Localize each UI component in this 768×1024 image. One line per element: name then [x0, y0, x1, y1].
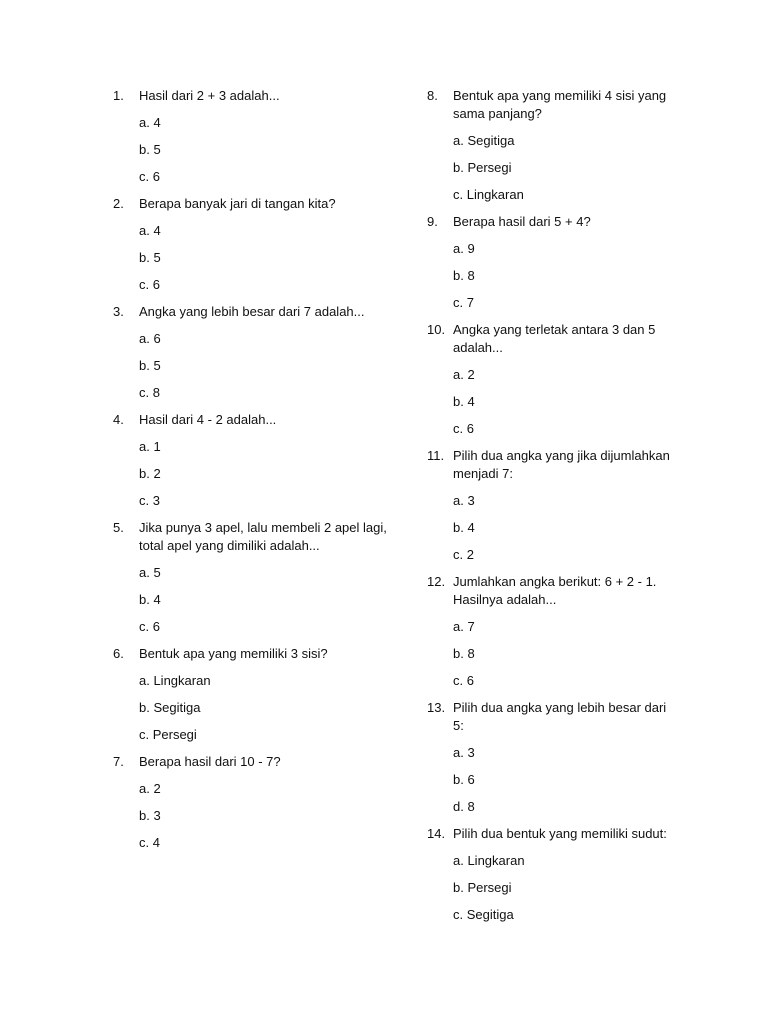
question-number: 8. — [427, 88, 438, 103]
answer-option: a. Segitiga — [453, 133, 515, 148]
question-text: Hasil dari 2 + 3 adalah... — [139, 88, 280, 103]
answer-option: a. 3 — [453, 493, 475, 508]
question-text: Angka yang terletak antara 3 dan 5 adalah... — [453, 322, 656, 355]
question-text: Jumlahkan angka berikut: 6 + 2 - 1. Hasilnya adalah... — [453, 574, 657, 607]
answer-option: a. 4 — [139, 115, 161, 130]
question-text: Hasil dari 4 - 2 adalah... — [139, 412, 277, 427]
answer-option: c. 2 — [453, 547, 474, 562]
answer-option: a. 9 — [453, 241, 475, 256]
question-2 — [113, 195, 403, 294]
answer-option: c. 6 — [453, 673, 474, 688]
answer-option: b. 4 — [139, 592, 161, 607]
question-9 — [427, 213, 677, 312]
answer-option: c. Segitiga — [453, 907, 514, 922]
question-text: Jika punya 3 apel, lalu membeli 2 apel lagi, total apel yang dimiliki adalah... — [139, 520, 387, 553]
answer-option: a. 1 — [139, 439, 161, 454]
left-question-column — [113, 87, 403, 852]
question-text: Pilih dua bentuk yang memiliki sudut: — [453, 826, 667, 841]
answer-option: b. 4 — [453, 394, 475, 409]
question-14 — [427, 825, 677, 924]
answer-option: b. 6 — [453, 772, 475, 787]
question-7 — [113, 753, 403, 852]
question-number: 11. — [427, 448, 445, 463]
question-text: Angka yang lebih besar dari 7 adalah... — [139, 304, 365, 319]
question-number: 2. — [113, 196, 124, 211]
question-10 — [427, 321, 677, 438]
question-text: Pilih dua angka yang jika dijumlahkan menjadi 7: — [453, 448, 670, 481]
answer-option: c. 6 — [139, 169, 160, 184]
right-question-column — [427, 87, 677, 924]
question-1 — [113, 87, 403, 186]
question-number: 3. — [113, 304, 124, 319]
question-number: 9. — [427, 214, 438, 229]
answer-option: b. Persegi — [453, 880, 512, 895]
question-number: 5. — [113, 520, 124, 535]
answer-option: a. Lingkaran — [139, 673, 211, 688]
answer-option: b. Persegi — [453, 160, 512, 175]
answer-option: b. 2 — [139, 466, 161, 481]
question-text: Berapa banyak jari di tangan kita? — [139, 196, 336, 211]
question-11 — [427, 447, 677, 564]
question-4 — [113, 411, 403, 510]
question-12 — [427, 573, 677, 690]
question-5 — [113, 519, 403, 636]
question-number: 7. — [113, 754, 124, 769]
question-number: 6. — [113, 646, 124, 661]
question-number: 4. — [113, 412, 124, 427]
answer-option: c. 6 — [139, 277, 160, 292]
answer-option: c. 4 — [139, 835, 160, 850]
answer-option: b. 8 — [453, 268, 475, 283]
answer-option: a. 6 — [139, 331, 161, 346]
question-text: Berapa hasil dari 5 + 4? — [453, 214, 591, 229]
answer-option: c. 6 — [453, 421, 474, 436]
answer-option: c. 3 — [139, 493, 160, 508]
answer-option: a. 2 — [139, 781, 161, 796]
answer-option: a. Lingkaran — [453, 853, 525, 868]
question-13 — [427, 699, 677, 816]
answer-option: a. 3 — [453, 745, 475, 760]
question-number: 13. — [427, 700, 446, 715]
answer-option: b. 5 — [139, 250, 161, 265]
question-number: 1. — [113, 88, 124, 103]
question-text: Pilih dua angka yang lebih besar dari 5: — [453, 700, 667, 733]
question-number: 14. — [427, 826, 446, 841]
answer-option: b. 4 — [453, 520, 475, 535]
question-text: Bentuk apa yang memiliki 4 sisi yang sama panjang? — [453, 88, 667, 121]
answer-option: b. 5 — [139, 142, 161, 157]
answer-option: b. 8 — [453, 646, 475, 661]
answer-option: a. 4 — [139, 223, 161, 238]
answer-option: b. 5 — [139, 358, 161, 373]
answer-option: a. 2 — [453, 367, 475, 382]
answer-option: c. 6 — [139, 619, 160, 634]
question-text: Bentuk apa yang memiliki 3 sisi? — [139, 646, 328, 661]
answer-option: a. 7 — [453, 619, 475, 634]
question-number: 12. — [427, 574, 446, 589]
answer-option: c. Lingkaran — [453, 187, 524, 202]
answer-option: d. 8 — [453, 799, 475, 814]
answer-option: c. 8 — [139, 385, 160, 400]
question-8 — [427, 87, 677, 204]
question-number: 10. — [427, 322, 446, 337]
answer-option: b. Segitiga — [139, 700, 201, 715]
question-3 — [113, 303, 403, 402]
answer-option: c. Persegi — [139, 727, 197, 742]
question-text: Berapa hasil dari 10 - 7? — [139, 754, 281, 769]
answer-option: a. 5 — [139, 565, 161, 580]
question-6 — [113, 645, 403, 744]
answer-option: c. 7 — [453, 295, 474, 310]
answer-option: b. 3 — [139, 808, 161, 823]
